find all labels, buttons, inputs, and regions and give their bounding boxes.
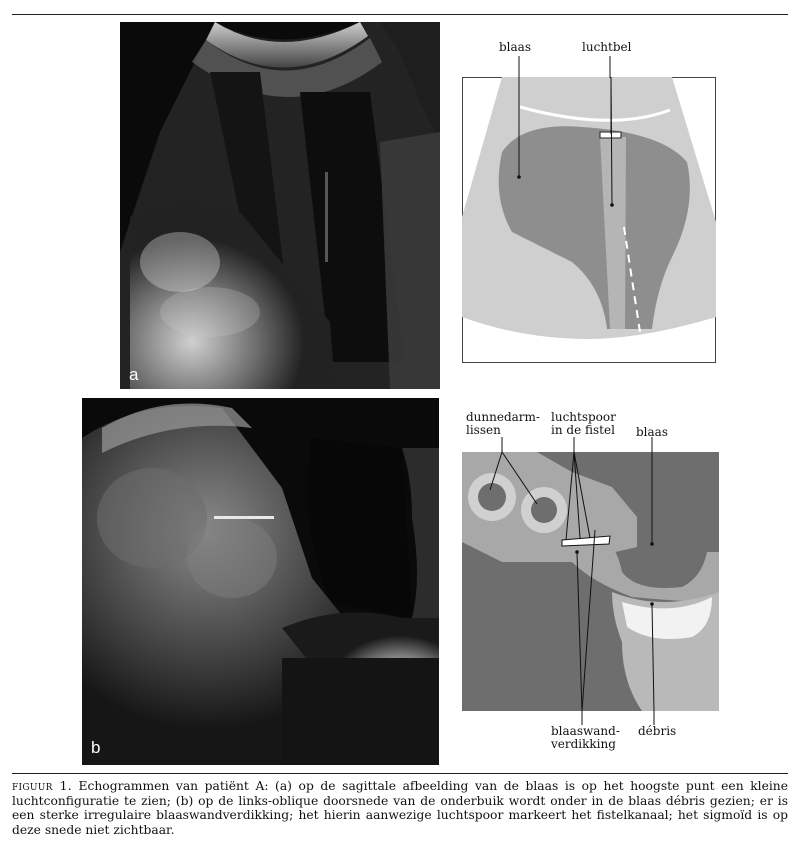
label-dunnedarm-line1: dunnedarm- [466,410,540,424]
diagram-a [462,77,716,363]
label-blaaswand-line1: blaaswand- [551,724,620,738]
leader-lines-b-bottom [575,711,655,725]
panel-a-letter: a [129,365,139,384]
figure-caption [12,779,788,837]
ultrasound-image-a [120,22,440,389]
caption-text: Echogrammen van patiënt A: (a) op de sagittale afbeelding van de blaas is op het hoogste punt een kleine luchtconfiguratie te zien; (b) op de links-oblique doorsnede van de onderbuik wordt onder in de blaas débris gezien; er is een sterke irregulaire blaaswandverdikking; het hierin aanwezige luchtspoor markeert het fistelkanaal; het sigmoïd is op deze snede niet zichtbaar. [12,779,788,837]
ultrasound-image-b [82,398,439,765]
caption-label: figuur 1. [12,779,72,793]
ultrasound-a-graphic [120,22,440,389]
label-blaaswand-line2: verdikking [551,737,616,751]
caption-rule [12,773,788,774]
label-luchtspoor-line1: luchtspoor [551,410,616,424]
leader-lines-a [516,56,616,78]
label-luchtspoor-line2: in de fistel [551,423,615,437]
ultrasound-b-graphic [82,398,439,765]
label-luchtbel: luchtbel [582,40,632,54]
panel-b-letter: b [91,738,101,757]
label-debris: débris [638,724,677,738]
leader-lines-b-top [480,437,680,453]
label-blaas-a: blaas [499,40,531,54]
label-blaas-b: blaas [636,425,668,439]
diagram-b [462,452,719,711]
label-dunnedarm-line2: lissen [466,423,501,437]
top-rule [12,14,788,15]
